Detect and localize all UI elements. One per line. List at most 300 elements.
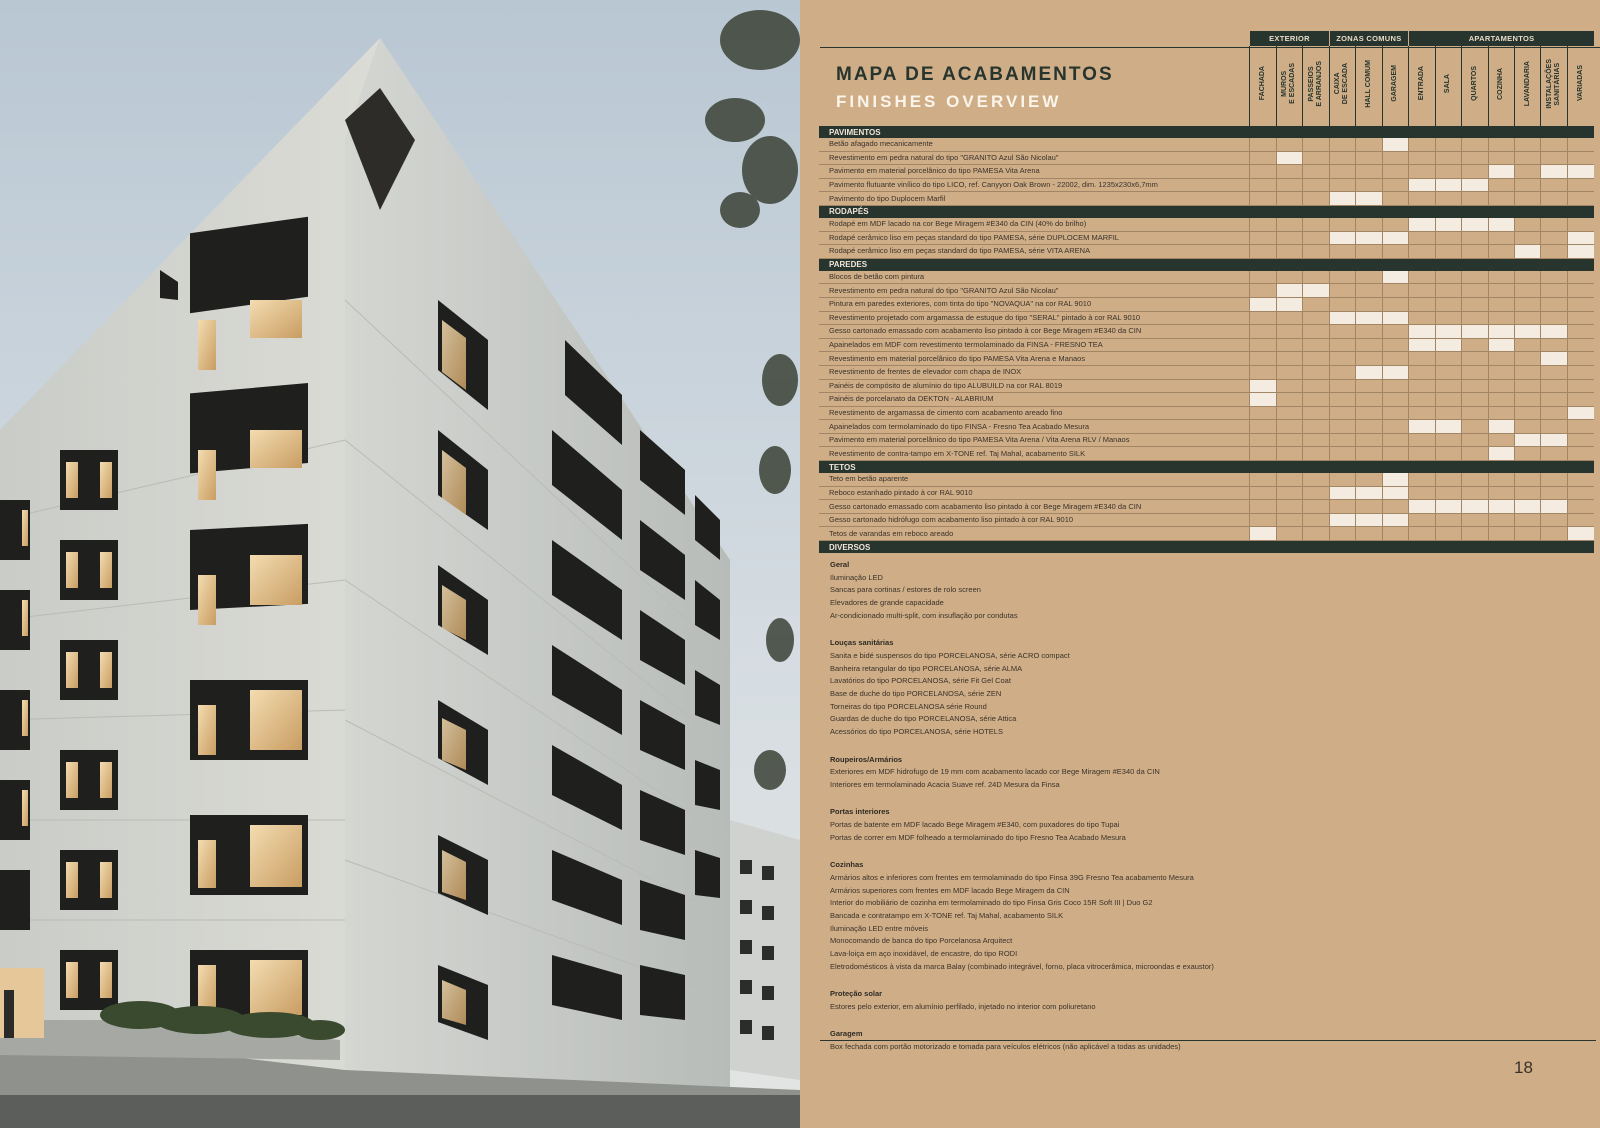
empty-cell bbox=[1356, 138, 1382, 151]
empty-cell bbox=[1488, 192, 1514, 206]
column-header bbox=[1435, 46, 1461, 126]
applied-mark bbox=[1356, 486, 1382, 500]
empty-cell bbox=[1514, 192, 1540, 206]
empty-cell bbox=[1276, 513, 1302, 527]
diversos-line: Guardas de duche do tipo PORCELANOSA, série Attica bbox=[830, 714, 1017, 724]
empty-cell bbox=[1567, 486, 1594, 500]
applied-mark bbox=[1541, 352, 1567, 366]
empty-cell bbox=[1276, 271, 1302, 284]
empty-cell bbox=[1435, 192, 1461, 206]
empty-cell bbox=[1435, 297, 1461, 311]
empty-cell bbox=[1514, 473, 1540, 486]
applied-mark bbox=[1435, 325, 1461, 339]
page-title: MAPA DE ACABAMENTOS bbox=[836, 64, 1114, 85]
empty-cell bbox=[1303, 447, 1330, 461]
applied-mark bbox=[1514, 500, 1540, 514]
empty-cell bbox=[1382, 433, 1408, 447]
empty-cell bbox=[1250, 165, 1276, 179]
empty-cell bbox=[1488, 352, 1514, 366]
empty-cell bbox=[1276, 447, 1302, 461]
finish-label: Tetos de varandas em reboco areado bbox=[819, 527, 1250, 541]
empty-cell bbox=[1276, 325, 1302, 339]
empty-cell bbox=[1303, 245, 1330, 259]
empty-cell bbox=[1382, 218, 1408, 231]
empty-cell bbox=[1250, 338, 1276, 352]
empty-cell bbox=[1435, 527, 1461, 541]
empty-cell bbox=[1567, 365, 1594, 379]
empty-cell bbox=[1303, 231, 1330, 245]
empty-cell bbox=[1541, 138, 1567, 151]
empty-cell bbox=[1435, 433, 1461, 447]
empty-cell bbox=[1356, 218, 1382, 231]
empty-cell bbox=[1329, 433, 1355, 447]
finish-label: Apainelados em MDF com revestimento termolaminado da FINSA - FRESNO TEA bbox=[819, 338, 1250, 352]
table-row bbox=[819, 218, 1594, 231]
empty-cell bbox=[1409, 151, 1435, 165]
empty-cell bbox=[1567, 284, 1594, 298]
empty-cell bbox=[1382, 325, 1408, 339]
empty-cell bbox=[1567, 420, 1594, 434]
empty-cell bbox=[1409, 297, 1435, 311]
empty-cell bbox=[1303, 500, 1330, 514]
column-header bbox=[1541, 46, 1567, 126]
empty-cell bbox=[1567, 500, 1594, 514]
finish-label: Revestimento de contra-tampo em X-TONE ref. Taj Mahal, acabamento SILK bbox=[819, 447, 1250, 461]
column-header bbox=[1303, 46, 1330, 126]
empty-cell bbox=[1462, 379, 1488, 393]
empty-cell bbox=[1329, 447, 1355, 461]
applied-mark bbox=[1329, 192, 1355, 206]
diversos-line: Base de duche do tipo PORCELANOSA, série ZEN bbox=[830, 689, 1002, 699]
empty-cell bbox=[1409, 192, 1435, 206]
empty-cell bbox=[1435, 393, 1461, 407]
empty-cell bbox=[1488, 245, 1514, 259]
empty-cell bbox=[1250, 352, 1276, 366]
finish-label: Painéis de compósito de alumínio do tipo ALUBUILD na cor RAL 8019 bbox=[819, 379, 1250, 393]
empty-cell bbox=[1409, 433, 1435, 447]
table-row bbox=[819, 527, 1594, 541]
applied-mark bbox=[1488, 165, 1514, 179]
table-row bbox=[819, 379, 1594, 393]
table-row bbox=[819, 406, 1594, 420]
applied-mark bbox=[1382, 365, 1408, 379]
empty-cell bbox=[1382, 192, 1408, 206]
empty-cell bbox=[1250, 486, 1276, 500]
applied-mark bbox=[1488, 447, 1514, 461]
empty-cell bbox=[1382, 379, 1408, 393]
table-row bbox=[819, 325, 1594, 339]
empty-cell bbox=[1541, 447, 1567, 461]
column-header bbox=[1276, 46, 1302, 126]
empty-cell bbox=[1409, 138, 1435, 151]
empty-cell bbox=[1435, 513, 1461, 527]
empty-cell bbox=[1276, 338, 1302, 352]
empty-cell bbox=[1541, 406, 1567, 420]
empty-cell bbox=[1409, 527, 1435, 541]
finish-label: Painéis de porcelanato da DEKTON - ALABRIUM bbox=[819, 393, 1250, 407]
empty-cell bbox=[1567, 138, 1594, 151]
empty-cell bbox=[1514, 151, 1540, 165]
empty-cell bbox=[1303, 379, 1330, 393]
empty-cell bbox=[1541, 297, 1567, 311]
empty-cell bbox=[1356, 151, 1382, 165]
empty-cell bbox=[1276, 165, 1302, 179]
applied-mark bbox=[1276, 297, 1302, 311]
column-header-label: ENTRADA bbox=[1417, 66, 1425, 101]
empty-cell bbox=[1382, 420, 1408, 434]
table-row bbox=[819, 352, 1594, 366]
empty-cell bbox=[1567, 325, 1594, 339]
empty-cell bbox=[1488, 151, 1514, 165]
applied-mark bbox=[1462, 500, 1488, 514]
applied-mark bbox=[1382, 513, 1408, 527]
empty-cell bbox=[1276, 420, 1302, 434]
empty-cell bbox=[1356, 527, 1382, 541]
empty-cell bbox=[1435, 447, 1461, 461]
empty-cell bbox=[1303, 311, 1330, 325]
diversos-block bbox=[830, 844, 1596, 973]
empty-cell bbox=[1382, 151, 1408, 165]
empty-cell bbox=[1514, 178, 1540, 192]
empty-cell bbox=[1356, 420, 1382, 434]
empty-cell bbox=[1250, 231, 1276, 245]
empty-cell bbox=[1276, 473, 1302, 486]
empty-cell bbox=[1488, 284, 1514, 298]
column-header-blank bbox=[819, 46, 1250, 126]
diversos-block-title: Garagem bbox=[830, 1029, 863, 1039]
empty-cell bbox=[1462, 473, 1488, 486]
diversos-line: Iluminação LED bbox=[830, 572, 883, 582]
empty-cell bbox=[1567, 393, 1594, 407]
empty-cell bbox=[1250, 311, 1276, 325]
empty-cell bbox=[1250, 192, 1276, 206]
empty-cell bbox=[1303, 527, 1330, 541]
empty-cell bbox=[1435, 165, 1461, 179]
table-row bbox=[819, 192, 1594, 206]
empty-cell bbox=[1329, 379, 1355, 393]
empty-cell bbox=[1382, 338, 1408, 352]
empty-cell bbox=[1276, 500, 1302, 514]
empty-cell bbox=[1356, 433, 1382, 447]
empty-cell bbox=[1567, 433, 1594, 447]
empty-cell bbox=[1541, 473, 1567, 486]
empty-cell bbox=[1329, 245, 1355, 259]
empty-cell bbox=[1303, 365, 1330, 379]
applied-mark bbox=[1462, 218, 1488, 231]
section-header-row bbox=[819, 461, 1594, 474]
empty-cell bbox=[1250, 138, 1276, 151]
empty-cell bbox=[1488, 365, 1514, 379]
empty-cell bbox=[1329, 151, 1355, 165]
empty-cell bbox=[1541, 365, 1567, 379]
diversos-line: Portas de correr em MDF folheado a termolaminado do tipo Fresno Tea Acabado Mesura bbox=[830, 832, 1126, 842]
empty-cell bbox=[1356, 393, 1382, 407]
applied-mark bbox=[1250, 393, 1276, 407]
table-row bbox=[819, 138, 1594, 151]
empty-cell bbox=[1488, 178, 1514, 192]
empty-cell bbox=[1488, 433, 1514, 447]
table-row bbox=[819, 178, 1594, 192]
column-header-label: SALA bbox=[1444, 73, 1452, 94]
applied-mark bbox=[1541, 500, 1567, 514]
empty-cell bbox=[1409, 447, 1435, 461]
empty-cell bbox=[1382, 297, 1408, 311]
finish-label: Pavimento flutuante vinílico do tipo LICO, ref. Canyyon Oak Brown - 22002, dim. 1235x230x6,7mm bbox=[819, 178, 1250, 192]
diversos-line: Box fechada com portão motorizado e tomada para veículos elétricos (não aplicável a todas as unidades) bbox=[830, 1041, 1181, 1051]
applied-mark bbox=[1382, 138, 1408, 151]
empty-cell bbox=[1488, 297, 1514, 311]
empty-cell bbox=[1567, 178, 1594, 192]
empty-cell bbox=[1541, 513, 1567, 527]
column-header bbox=[1409, 46, 1435, 126]
empty-cell bbox=[1303, 433, 1330, 447]
finish-label: Apainelados com termolaminado do tipo FINSA - Fresno Tea Acabado Mesura bbox=[819, 420, 1250, 434]
diversos-block-title: Cozinhas bbox=[830, 860, 864, 870]
empty-cell bbox=[1462, 284, 1488, 298]
empty-cell bbox=[1276, 245, 1302, 259]
empty-cell bbox=[1541, 420, 1567, 434]
diversos-line: Eletrodomésticos à vista da marca Balay (combinado integrável, forno, placa vitrocerâmica, microondas e exaustor) bbox=[830, 961, 1214, 971]
diversos-line: Sancas para cortinas / estores de rolo screen bbox=[830, 585, 981, 595]
empty-cell bbox=[1567, 271, 1594, 284]
empty-cell bbox=[1329, 271, 1355, 284]
empty-cell bbox=[1462, 192, 1488, 206]
empty-cell bbox=[1382, 393, 1408, 407]
empty-cell bbox=[1488, 271, 1514, 284]
page-subtitle: FINISHES OVERVIEW bbox=[836, 92, 1062, 111]
diversos-block bbox=[830, 739, 1596, 792]
empty-cell bbox=[1409, 486, 1435, 500]
finish-label: Rodapé em MDF lacado na cor Bege Miragem #E340 da CIN (40% do brilho) bbox=[819, 218, 1250, 231]
empty-cell bbox=[1514, 231, 1540, 245]
diversos-block-title: Proteção solar bbox=[830, 989, 883, 999]
empty-cell bbox=[1435, 352, 1461, 366]
empty-cell bbox=[1541, 271, 1567, 284]
empty-cell bbox=[1329, 218, 1355, 231]
group-header: ZONAS COMUNS bbox=[1329, 31, 1408, 46]
empty-cell bbox=[1356, 379, 1382, 393]
applied-mark bbox=[1329, 311, 1355, 325]
section-header-row bbox=[819, 126, 1594, 138]
table-row bbox=[819, 393, 1594, 407]
section-header-row bbox=[819, 205, 1594, 218]
empty-cell bbox=[1250, 433, 1276, 447]
empty-cell bbox=[1541, 192, 1567, 206]
table-row bbox=[819, 284, 1594, 298]
finish-label: Revestimento de frentes de elevador com chapa de INOX bbox=[819, 365, 1250, 379]
empty-cell bbox=[1356, 406, 1382, 420]
empty-cell bbox=[1514, 406, 1540, 420]
empty-cell bbox=[1250, 420, 1276, 434]
empty-cell bbox=[1567, 379, 1594, 393]
table-row bbox=[819, 486, 1594, 500]
empty-cell bbox=[1435, 271, 1461, 284]
applied-mark bbox=[1435, 420, 1461, 434]
empty-cell bbox=[1567, 473, 1594, 486]
diversos-line: Banheira retangular do tipo PORCELANOSA, série ALMA bbox=[830, 663, 1023, 673]
finish-label: Pavimento em material porcelânico do tipo PAMESA Vita Arena bbox=[819, 165, 1250, 179]
applied-mark bbox=[1329, 231, 1355, 245]
empty-cell bbox=[1250, 151, 1276, 165]
finish-label: Pavimento do tipo Duplocem Marfil bbox=[819, 192, 1250, 206]
empty-cell bbox=[1514, 297, 1540, 311]
column-header bbox=[1250, 46, 1276, 126]
empty-cell bbox=[1488, 527, 1514, 541]
empty-cell bbox=[1488, 513, 1514, 527]
empty-cell bbox=[1356, 338, 1382, 352]
empty-cell bbox=[1435, 406, 1461, 420]
applied-mark bbox=[1488, 500, 1514, 514]
empty-cell bbox=[1382, 284, 1408, 298]
block-gap bbox=[830, 973, 1596, 986]
empty-cell bbox=[1276, 379, 1302, 393]
group-header: APARTAMENTOS bbox=[1409, 31, 1594, 46]
column-header bbox=[1567, 46, 1594, 126]
applied-mark bbox=[1382, 271, 1408, 284]
empty-cell bbox=[1329, 527, 1355, 541]
empty-cell bbox=[1250, 178, 1276, 192]
block-gap bbox=[830, 844, 1596, 857]
applied-mark bbox=[1329, 513, 1355, 527]
table-row bbox=[819, 311, 1594, 325]
column-header-label: FACHADA bbox=[1258, 66, 1266, 101]
table-row bbox=[819, 151, 1594, 165]
diversos-section bbox=[820, 557, 1596, 1051]
column-header-label: LAVANDARIA bbox=[1523, 60, 1531, 107]
empty-cell bbox=[1514, 352, 1540, 366]
empty-cell bbox=[1541, 379, 1567, 393]
finish-label: Blocos de betão com pintura bbox=[819, 271, 1250, 284]
diversos-line: Armários altos e inferiores com frentes em termolaminado do tipo Finsa 39G Fresno Tea acabamento Mesura bbox=[830, 872, 1194, 882]
empty-cell bbox=[1514, 486, 1540, 500]
column-header bbox=[1514, 46, 1540, 126]
applied-mark bbox=[1409, 178, 1435, 192]
finish-label: Gesso cartonado emassado com acabamento liso pintado à cor Bege Miragem #E340 da CIN bbox=[819, 325, 1250, 339]
empty-cell bbox=[1435, 311, 1461, 325]
empty-cell bbox=[1250, 271, 1276, 284]
empty-cell bbox=[1409, 284, 1435, 298]
diversos-line: Monocomando de banca do tipo Porcelanosa Arquitect bbox=[830, 936, 1013, 946]
diversos-line: Lavatórios do tipo PORCELANOSA, série Fit Gel Coat bbox=[830, 676, 1011, 686]
empty-cell bbox=[1462, 393, 1488, 407]
empty-cell bbox=[1488, 311, 1514, 325]
empty-cell bbox=[1276, 527, 1302, 541]
empty-cell bbox=[1250, 473, 1276, 486]
empty-cell bbox=[1409, 311, 1435, 325]
applied-mark bbox=[1382, 486, 1408, 500]
empty-cell bbox=[1409, 393, 1435, 407]
empty-cell bbox=[1382, 500, 1408, 514]
empty-cell bbox=[1409, 365, 1435, 379]
section-title: TETOS bbox=[819, 461, 1594, 474]
empty-cell bbox=[1462, 151, 1488, 165]
empty-cell bbox=[1541, 338, 1567, 352]
empty-cell bbox=[1462, 433, 1488, 447]
empty-cell bbox=[1462, 138, 1488, 151]
empty-cell bbox=[1567, 447, 1594, 461]
diversos-block bbox=[830, 792, 1596, 845]
empty-cell bbox=[1303, 393, 1330, 407]
empty-cell bbox=[1435, 473, 1461, 486]
empty-cell bbox=[1329, 393, 1355, 407]
empty-cell bbox=[1303, 151, 1330, 165]
applied-mark bbox=[1409, 500, 1435, 514]
empty-cell bbox=[1250, 513, 1276, 527]
finish-label: Rodapé cerâmico liso em peças standard do tipo PAMESA, série VITA ARENA bbox=[819, 245, 1250, 259]
diversos-line: Bancada e contratampo em X-TONE ref. Taj Mahal, acabamento SILK bbox=[830, 910, 1064, 920]
empty-cell bbox=[1567, 192, 1594, 206]
empty-cell bbox=[1567, 338, 1594, 352]
diversos-block-title: Roupeiros/Armários bbox=[830, 754, 903, 764]
empty-cell bbox=[1541, 486, 1567, 500]
empty-cell bbox=[1514, 420, 1540, 434]
empty-cell bbox=[1514, 513, 1540, 527]
empty-cell bbox=[1303, 325, 1330, 339]
empty-cell bbox=[1435, 284, 1461, 298]
empty-cell bbox=[1488, 486, 1514, 500]
empty-cell bbox=[1329, 165, 1355, 179]
empty-cell bbox=[1409, 231, 1435, 245]
diversos-line: Estores pelo exterior, em alumínio perfilado, injetado no interior com poliuretano bbox=[830, 1001, 1096, 1011]
applied-mark bbox=[1356, 231, 1382, 245]
applied-mark bbox=[1329, 486, 1355, 500]
empty-cell bbox=[1488, 138, 1514, 151]
empty-cell bbox=[1382, 527, 1408, 541]
empty-cell bbox=[1567, 352, 1594, 366]
table-row bbox=[819, 231, 1594, 245]
empty-cell bbox=[1514, 165, 1540, 179]
block-gap bbox=[830, 623, 1596, 636]
empty-cell bbox=[1462, 352, 1488, 366]
empty-cell bbox=[1303, 420, 1330, 434]
empty-cell bbox=[1541, 245, 1567, 259]
applied-mark bbox=[1356, 365, 1382, 379]
diversos-line: Elevadores de grande capacidade bbox=[830, 598, 944, 608]
finish-label: Revestimento de argamassa de cimento com acabamento areado fino bbox=[819, 406, 1250, 420]
applied-mark bbox=[1276, 284, 1302, 298]
section-title: PAVIMENTOS bbox=[819, 126, 1594, 138]
column-header-label: GARAGEM bbox=[1391, 65, 1399, 102]
empty-cell bbox=[1303, 473, 1330, 486]
column-header bbox=[1382, 46, 1408, 126]
empty-cell bbox=[1462, 486, 1488, 500]
table-row bbox=[819, 245, 1594, 259]
empty-cell bbox=[1250, 245, 1276, 259]
column-header-label: PASSEIOS E ARRANJOS bbox=[1307, 60, 1323, 107]
empty-cell bbox=[1276, 393, 1302, 407]
empty-cell bbox=[1514, 447, 1540, 461]
empty-cell bbox=[1514, 311, 1540, 325]
table-row bbox=[819, 338, 1594, 352]
column-header-label: QUARTOS bbox=[1470, 66, 1478, 101]
finish-label: Teto em betão aparente bbox=[819, 473, 1250, 486]
applied-mark bbox=[1409, 325, 1435, 339]
column-header bbox=[1488, 46, 1514, 126]
empty-cell bbox=[1488, 379, 1514, 393]
applied-mark bbox=[1541, 165, 1567, 179]
empty-cell bbox=[1356, 447, 1382, 461]
empty-cell bbox=[1462, 365, 1488, 379]
applied-mark bbox=[1567, 527, 1594, 541]
diversos-line: Interiores em termolaminado Acacia Suave ref. 24D Mesura da Finsa bbox=[830, 779, 1060, 789]
empty-cell bbox=[1303, 138, 1330, 151]
empty-cell bbox=[1356, 473, 1382, 486]
empty-cell bbox=[1488, 231, 1514, 245]
diversos-block-title: Geral bbox=[830, 560, 850, 569]
empty-cell bbox=[1514, 379, 1540, 393]
empty-cell bbox=[1356, 297, 1382, 311]
empty-cell bbox=[1303, 406, 1330, 420]
